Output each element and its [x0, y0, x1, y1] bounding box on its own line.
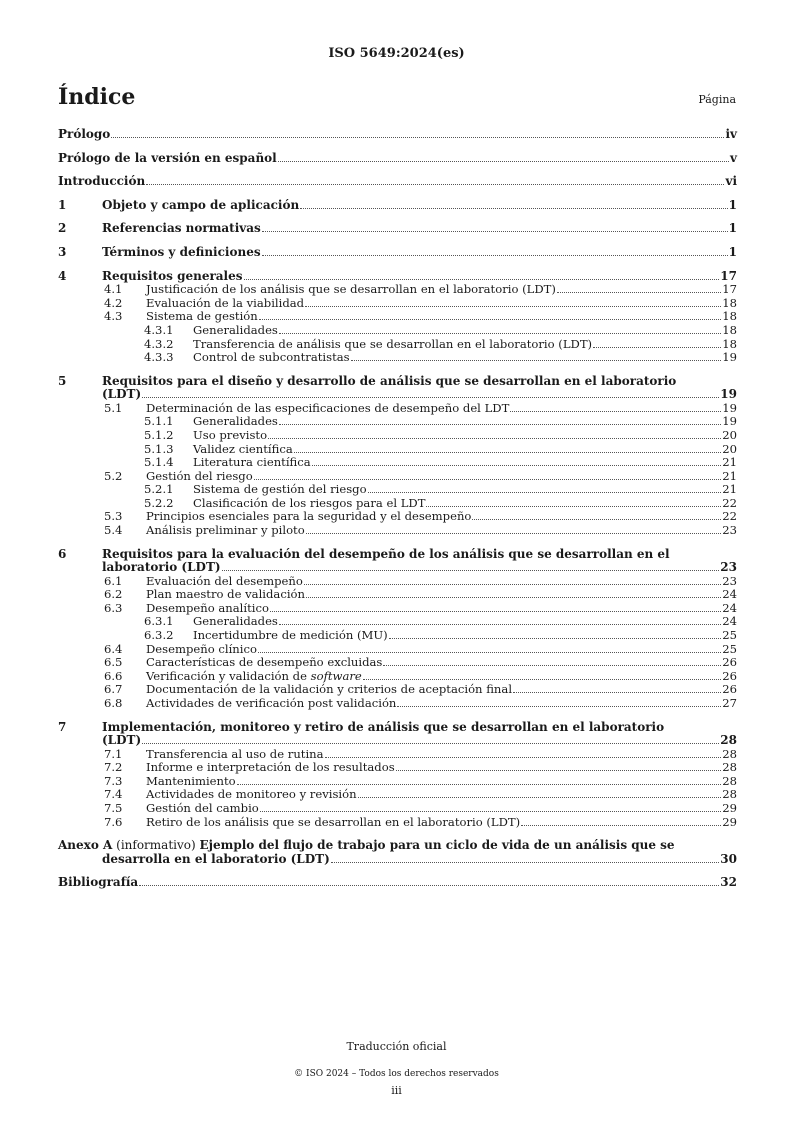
- toc-entry-number: 7.6: [104, 814, 123, 829]
- toc-leader-dots: [139, 885, 719, 886]
- toc-entry-page: 23: [722, 523, 737, 538]
- toc-leader-dots: [279, 333, 721, 334]
- toc-entry-page: 26: [722, 668, 737, 683]
- toc-leader-dots: [325, 757, 722, 758]
- toc-leader-dots: [146, 184, 724, 185]
- toc-entry-6-5[interactable]: [58, 656, 737, 670]
- toc-entry-number: 5.2.2: [144, 495, 174, 510]
- toc-entry-7-3[interactable]: [58, 775, 737, 789]
- toc-leader-dots: [368, 492, 722, 493]
- toc-entry-number: 5.2.1: [144, 482, 174, 497]
- toc-entry-7-4[interactable]: [58, 788, 737, 802]
- toc-entry-title: Referencias normativas: [102, 221, 261, 236]
- toc-entry-page: 1: [728, 221, 737, 236]
- toc-entry-page: 19: [722, 350, 737, 365]
- toc-leader-dots: [279, 424, 721, 425]
- toc-leader-dots: [331, 862, 720, 863]
- toc-entry-page: 28: [722, 773, 737, 788]
- toc-entry-6-2[interactable]: [58, 588, 737, 602]
- toc-entry-number: 4.3.3: [144, 350, 174, 365]
- toc-entry-title: Gestión del riesgo: [146, 468, 253, 483]
- toc-entry-4-3-1[interactable]: [58, 324, 737, 338]
- toc-leader-dots: [351, 360, 722, 361]
- toc-entry-page: 30: [720, 851, 737, 866]
- toc-leader-dots: [142, 397, 719, 398]
- toc-entry-number: 6.2: [104, 587, 123, 602]
- toc-entry-number: 5.1.2: [144, 427, 174, 442]
- toc-entry-title: Generalidades: [193, 414, 278, 429]
- toc-entry-title: Análisis preliminar y piloto: [146, 523, 305, 538]
- toc-entry-title: Bibliografía: [58, 875, 139, 890]
- toc-leader-dots: [358, 797, 722, 798]
- toc-entry-5-1-3[interactable]: [58, 443, 737, 457]
- annex-title-line2: desarrolla en el laboratorio (LDT): [102, 851, 330, 866]
- toc-entry-number: 6.8: [104, 696, 123, 710]
- toc-entry-7-6[interactable]: [58, 816, 737, 830]
- toc-entry-number: 1: [58, 197, 67, 212]
- toc-entry-6-4[interactable]: [58, 643, 737, 657]
- toc-entry-title: Gestión del cambio: [146, 800, 259, 815]
- toc-entry-page: 18: [722, 322, 737, 337]
- toc-entry-1[interactable]: [58, 199, 737, 213]
- toc-leader-dots: [111, 137, 724, 138]
- toc-entry-title: Informe e interpretación de los resultados: [146, 760, 395, 775]
- toc-entry-page: 20: [722, 427, 737, 442]
- toc-entry-page: 29: [722, 814, 737, 829]
- toc-leader-dots: [294, 452, 721, 453]
- toc-entry-title: Control de subcontratistas: [193, 350, 350, 365]
- toc-entry-number: 6.6: [104, 668, 123, 683]
- toc-leader-dots: [262, 231, 728, 232]
- toc-entry-title: Transferencia al uso de rutina: [146, 746, 324, 761]
- toc-entry-page: 19: [722, 400, 737, 415]
- toc-entry-number: 6.5: [104, 655, 123, 670]
- toc-entry-4-3[interactable]: [58, 310, 737, 324]
- toc-entry-title: Validez científica: [193, 441, 293, 456]
- toc-entry-title-line2: (LDT): [102, 387, 142, 402]
- toc-entry-title: Clasificación de los riesgos para el LDT: [193, 495, 426, 510]
- toc-entry-6[interactable]: [58, 548, 737, 575]
- toc-entry-5[interactable]: [58, 375, 737, 402]
- toc-entry-title: Requisitos generales: [102, 268, 243, 283]
- toc-entry-page: 32: [720, 875, 737, 890]
- toc-entry-title: Desempeño clínico: [146, 641, 257, 656]
- toc-entry-number: 4.3: [104, 309, 123, 324]
- toc-entry-page: 18: [722, 309, 737, 324]
- toc-entry-4-1[interactable]: [58, 283, 737, 297]
- toc-entry-2[interactable]: [58, 222, 737, 236]
- toc-entry-number: 6.3: [104, 600, 123, 615]
- toc-entry-title-line1: Implementación, monitoreo y retiro de análisis que se desarrollan en el laboratorio: [102, 719, 665, 734]
- toc-entry-4[interactable]: [58, 270, 737, 284]
- annex-title-line1: Ejemplo del flujo de trabajo para un ciclo de vida de un análisis que se: [199, 838, 675, 853]
- toc-entry-title: [146, 670, 362, 684]
- toc-entry-number: 5.1.1: [144, 414, 174, 429]
- toc-entry-page: 21: [722, 468, 737, 483]
- toc-entry-title: Actividades de verificación post validación: [146, 696, 397, 710]
- toc-entry-page: 26: [722, 682, 737, 697]
- toc-entry-7-1[interactable]: [58, 748, 737, 762]
- toc-leader-dots: [306, 597, 721, 598]
- toc-entry-page: 17: [720, 268, 737, 283]
- toc-leader-dots: [521, 825, 721, 826]
- table-of-contents: [58, 128, 737, 890]
- toc-entry-number: 4.3.2: [144, 336, 174, 351]
- toc-entry-page: 28: [722, 787, 737, 802]
- toc-entry-title: Mantenimiento: [146, 773, 236, 788]
- toc-entry-annex-a[interactable]: [58, 839, 737, 866]
- toc-entry-number: 5.1.4: [144, 455, 174, 470]
- toc-entry-number: 7.1: [104, 746, 123, 761]
- toc-entry-7[interactable]: [58, 721, 737, 748]
- toc-entry-prologo[interactable]: [58, 128, 737, 142]
- toc-entry-title-line2: (LDT): [102, 733, 142, 748]
- toc-entry-title-line2: laboratorio (LDT): [102, 560, 221, 575]
- toc-entry-page: 24: [722, 614, 737, 629]
- toc-entry-6-3-2[interactable]: [58, 629, 737, 643]
- toc-entry-6-3[interactable]: [58, 602, 737, 616]
- toc-entry-title-italic: software: [310, 668, 362, 683]
- toc-entry-number: 6.4: [104, 641, 123, 656]
- toc-entry-page: 23: [722, 573, 737, 588]
- toc-entry-6-7[interactable]: [58, 683, 737, 697]
- toc-entry-5-1-4[interactable]: [58, 456, 737, 470]
- toc-entry-page: 21: [722, 455, 737, 470]
- toc-entry-6-8[interactable]: [58, 697, 737, 711]
- toc-entry-title-text: Verificación y validación de: [146, 668, 311, 683]
- toc-entry-page: 1: [728, 244, 737, 259]
- toc-entry-number: 7.4: [104, 787, 123, 802]
- toc-entry-5-2[interactable]: [58, 470, 737, 484]
- toc-entry-title: Justificación de los análisis que se desarrollan en el laboratorio (LDT): [146, 282, 556, 297]
- toc-entry-title: Generalidades: [193, 614, 278, 629]
- toc-entry-title: Retiro de los análisis que se desarrollan en el laboratorio (LDT): [146, 814, 521, 829]
- toc-entry-title: Uso previsto: [193, 427, 268, 442]
- toc-entry-number: 4.1: [104, 282, 123, 297]
- toc-entry-number: 5.1.3: [144, 441, 174, 456]
- toc-leader-dots: [222, 570, 720, 571]
- toc-entry-introduccion[interactable]: [58, 175, 737, 189]
- toc-entry-title: Incertidumbre de medición (MU): [193, 628, 388, 643]
- toc-entry-page: 25: [722, 641, 737, 656]
- annex-label: Anexo A: [58, 838, 113, 853]
- toc-entry-3[interactable]: [58, 246, 737, 260]
- toc-entry-number: 6.7: [104, 682, 123, 697]
- toc-leader-dots: [383, 665, 721, 666]
- toc-leader-dots: [244, 279, 720, 280]
- official-translation-note: Traducción oficial: [346, 1040, 447, 1053]
- toc-entry-number: 7.3: [104, 773, 123, 788]
- toc-entry-title: Documentación de la validación y criterios de aceptación final: [146, 682, 513, 697]
- toc-entry-page: 29: [722, 800, 737, 815]
- toc-entry-title: Características de desempeño excluidas: [146, 655, 383, 670]
- toc-entry-title: Generalidades: [193, 322, 278, 337]
- toc-entry-5-3[interactable]: [58, 510, 737, 524]
- annex-kind: (informativo): [112, 838, 200, 853]
- toc-entry-title: Prólogo de la versión en español: [58, 150, 277, 165]
- toc-entry-number: 3: [58, 244, 67, 259]
- toc-leader-dots: [258, 652, 721, 653]
- toc-entry-number: 7.2: [104, 760, 123, 775]
- toc-leader-dots: [472, 519, 721, 520]
- toc-leader-dots: [268, 438, 721, 439]
- toc-entry-title: Evaluación del desempeño: [146, 573, 303, 588]
- toc-entry-5-1-1[interactable]: [58, 415, 737, 429]
- toc-leader-dots: [305, 306, 721, 307]
- toc-leader-dots: [304, 584, 721, 585]
- toc-leader-dots: [397, 706, 721, 707]
- toc-entry-page: 25: [722, 628, 737, 643]
- copyright-notice: © ISO 2024 – Todos los derechos reservados: [294, 1069, 499, 1079]
- toc-entry-number: 6.3.1: [144, 614, 174, 629]
- toc-entry-number: 5.2: [104, 468, 123, 483]
- toc-entry-page: 27: [722, 696, 737, 710]
- toc-entry-page: 21: [722, 482, 737, 497]
- toc-entry-page: 19: [720, 387, 737, 402]
- toc-entry-title-line1: Requisitos para la evaluación del desempeño de los análisis que se desarrollan en el: [102, 546, 670, 561]
- toc-entry-number: 7.5: [104, 800, 123, 815]
- toc-entry-page: 20: [722, 441, 737, 456]
- toc-leader-dots: [270, 611, 721, 612]
- toc-entry-number: 2: [58, 221, 67, 236]
- toc-leader-dots: [259, 319, 722, 320]
- toc-entry-5-4[interactable]: [58, 524, 737, 538]
- toc-leader-dots: [426, 506, 721, 507]
- toc-leader-dots: [254, 479, 722, 480]
- toc-entry-number: 6.1: [104, 573, 123, 588]
- toc-leader-dots: [279, 624, 721, 625]
- toc-entry-title-line1: Requisitos para el diseño y desarrollo de análisis que se desarrollan en el laboratorio: [102, 373, 677, 388]
- toc-entry-bibliografia[interactable]: [58, 876, 737, 890]
- toc-entry-title: Determinación de las especificaciones de desempeño del LDT: [146, 400, 510, 415]
- toc-entry-number: 4.3.1: [144, 322, 174, 337]
- toc-entry-number: 6: [58, 546, 67, 561]
- toc-entry-5-2-2[interactable]: [58, 497, 737, 511]
- toc-entry-6-6[interactable]: [58, 670, 737, 684]
- toc-leader-dots: [300, 208, 727, 209]
- toc-entry-6-3-1[interactable]: [58, 615, 737, 629]
- toc-entry-title: Introducción: [58, 174, 146, 189]
- document-id-header: ISO 5649:2024(es): [328, 46, 465, 61]
- toc-entry-title: Términos y definiciones: [102, 244, 261, 259]
- toc-entry-title: Desempeño analítico: [146, 600, 269, 615]
- toc-entry-page: 17: [722, 282, 737, 297]
- toc-entry-title: Plan maestro de validación: [146, 587, 305, 602]
- toc-entry-title: Sistema de gestión: [146, 309, 258, 324]
- toc-entry-title: Principios esenciales para la seguridad y el desempeño: [146, 509, 472, 524]
- toc-entry-4-3-3[interactable]: [58, 351, 737, 365]
- toc-entry-5-2-1[interactable]: [58, 483, 737, 497]
- toc-entry-page: 19: [722, 414, 737, 429]
- toc-entry-page: 28: [722, 746, 737, 761]
- toc-entry-title: Sistema de gestión del riesgo: [193, 482, 367, 497]
- toc-leader-dots: [237, 784, 722, 785]
- toc-entry-4-2[interactable]: [58, 297, 737, 311]
- page-number: iii: [391, 1084, 402, 1097]
- toc-entry-page: 18: [722, 295, 737, 310]
- page-column-label: Página: [698, 93, 736, 106]
- toc-entry-5-1-2[interactable]: [58, 429, 737, 443]
- toc-entry-number: 5.1: [104, 400, 123, 415]
- toc-entry-number: 6.3.2: [144, 628, 174, 643]
- toc-entry-7-2[interactable]: [58, 761, 737, 775]
- toc-leader-dots: [363, 679, 721, 680]
- toc-leader-dots: [142, 743, 719, 744]
- toc-entry-page: 22: [722, 509, 737, 524]
- toc-entry-prologo-es[interactable]: [58, 152, 737, 166]
- toc-entry-number: 4.2: [104, 295, 123, 310]
- toc-leader-dots: [278, 161, 729, 162]
- toc-entry-title: Transferencia de análisis que se desarrollan en el laboratorio (LDT): [193, 336, 593, 351]
- toc-leader-dots: [593, 347, 721, 348]
- toc-leader-dots: [513, 692, 721, 693]
- toc-entry-page: 26: [722, 655, 737, 670]
- toc-entry-number: 5.3: [104, 509, 123, 524]
- toc-leader-dots: [312, 465, 722, 466]
- toc-entry-page: v: [730, 150, 737, 165]
- toc-entry-title: Objeto y campo de aplicación: [102, 197, 300, 212]
- toc-entry-page: 24: [722, 600, 737, 615]
- toc-entry-number: 5.4: [104, 523, 123, 538]
- toc-entry-page: 22: [722, 495, 737, 510]
- toc-leader-dots: [557, 292, 721, 293]
- toc-entry-page: 1: [728, 197, 737, 212]
- toc-entry-number: 5: [58, 373, 67, 388]
- toc-leader-dots: [396, 770, 722, 771]
- toc-entry-page: 18: [722, 336, 737, 351]
- toc-entry-page: 28: [722, 760, 737, 775]
- toc-leader-dots: [389, 638, 722, 639]
- toc-entry-number: 4: [58, 268, 67, 283]
- toc-leader-dots: [262, 255, 728, 256]
- toc-entry-page: 24: [722, 587, 737, 602]
- toc-leader-dots: [510, 411, 721, 412]
- toc-entry-5-1[interactable]: [58, 402, 737, 416]
- page-title: Índice: [58, 84, 136, 110]
- toc-entry-title: Actividades de monitoreo y revisión: [146, 787, 357, 802]
- toc-entry-page: vi: [725, 174, 737, 189]
- toc-entry-6-1[interactable]: [58, 575, 737, 589]
- toc-entry-page: iv: [725, 127, 737, 141]
- toc-entry-page: 23: [720, 560, 737, 575]
- toc-entry-page: 28: [720, 733, 737, 748]
- toc-leader-dots: [260, 811, 721, 812]
- toc-entry-title: Prólogo: [58, 127, 111, 141]
- toc-entry-7-5[interactable]: [58, 802, 737, 816]
- toc-entry-4-3-2[interactable]: [58, 338, 737, 352]
- toc-entry-title: Literatura científica: [193, 455, 311, 470]
- toc-entry-title: Evaluación de la viabilidad: [146, 295, 305, 310]
- toc-leader-dots: [306, 533, 722, 534]
- toc-entry-number: 7: [58, 719, 67, 734]
